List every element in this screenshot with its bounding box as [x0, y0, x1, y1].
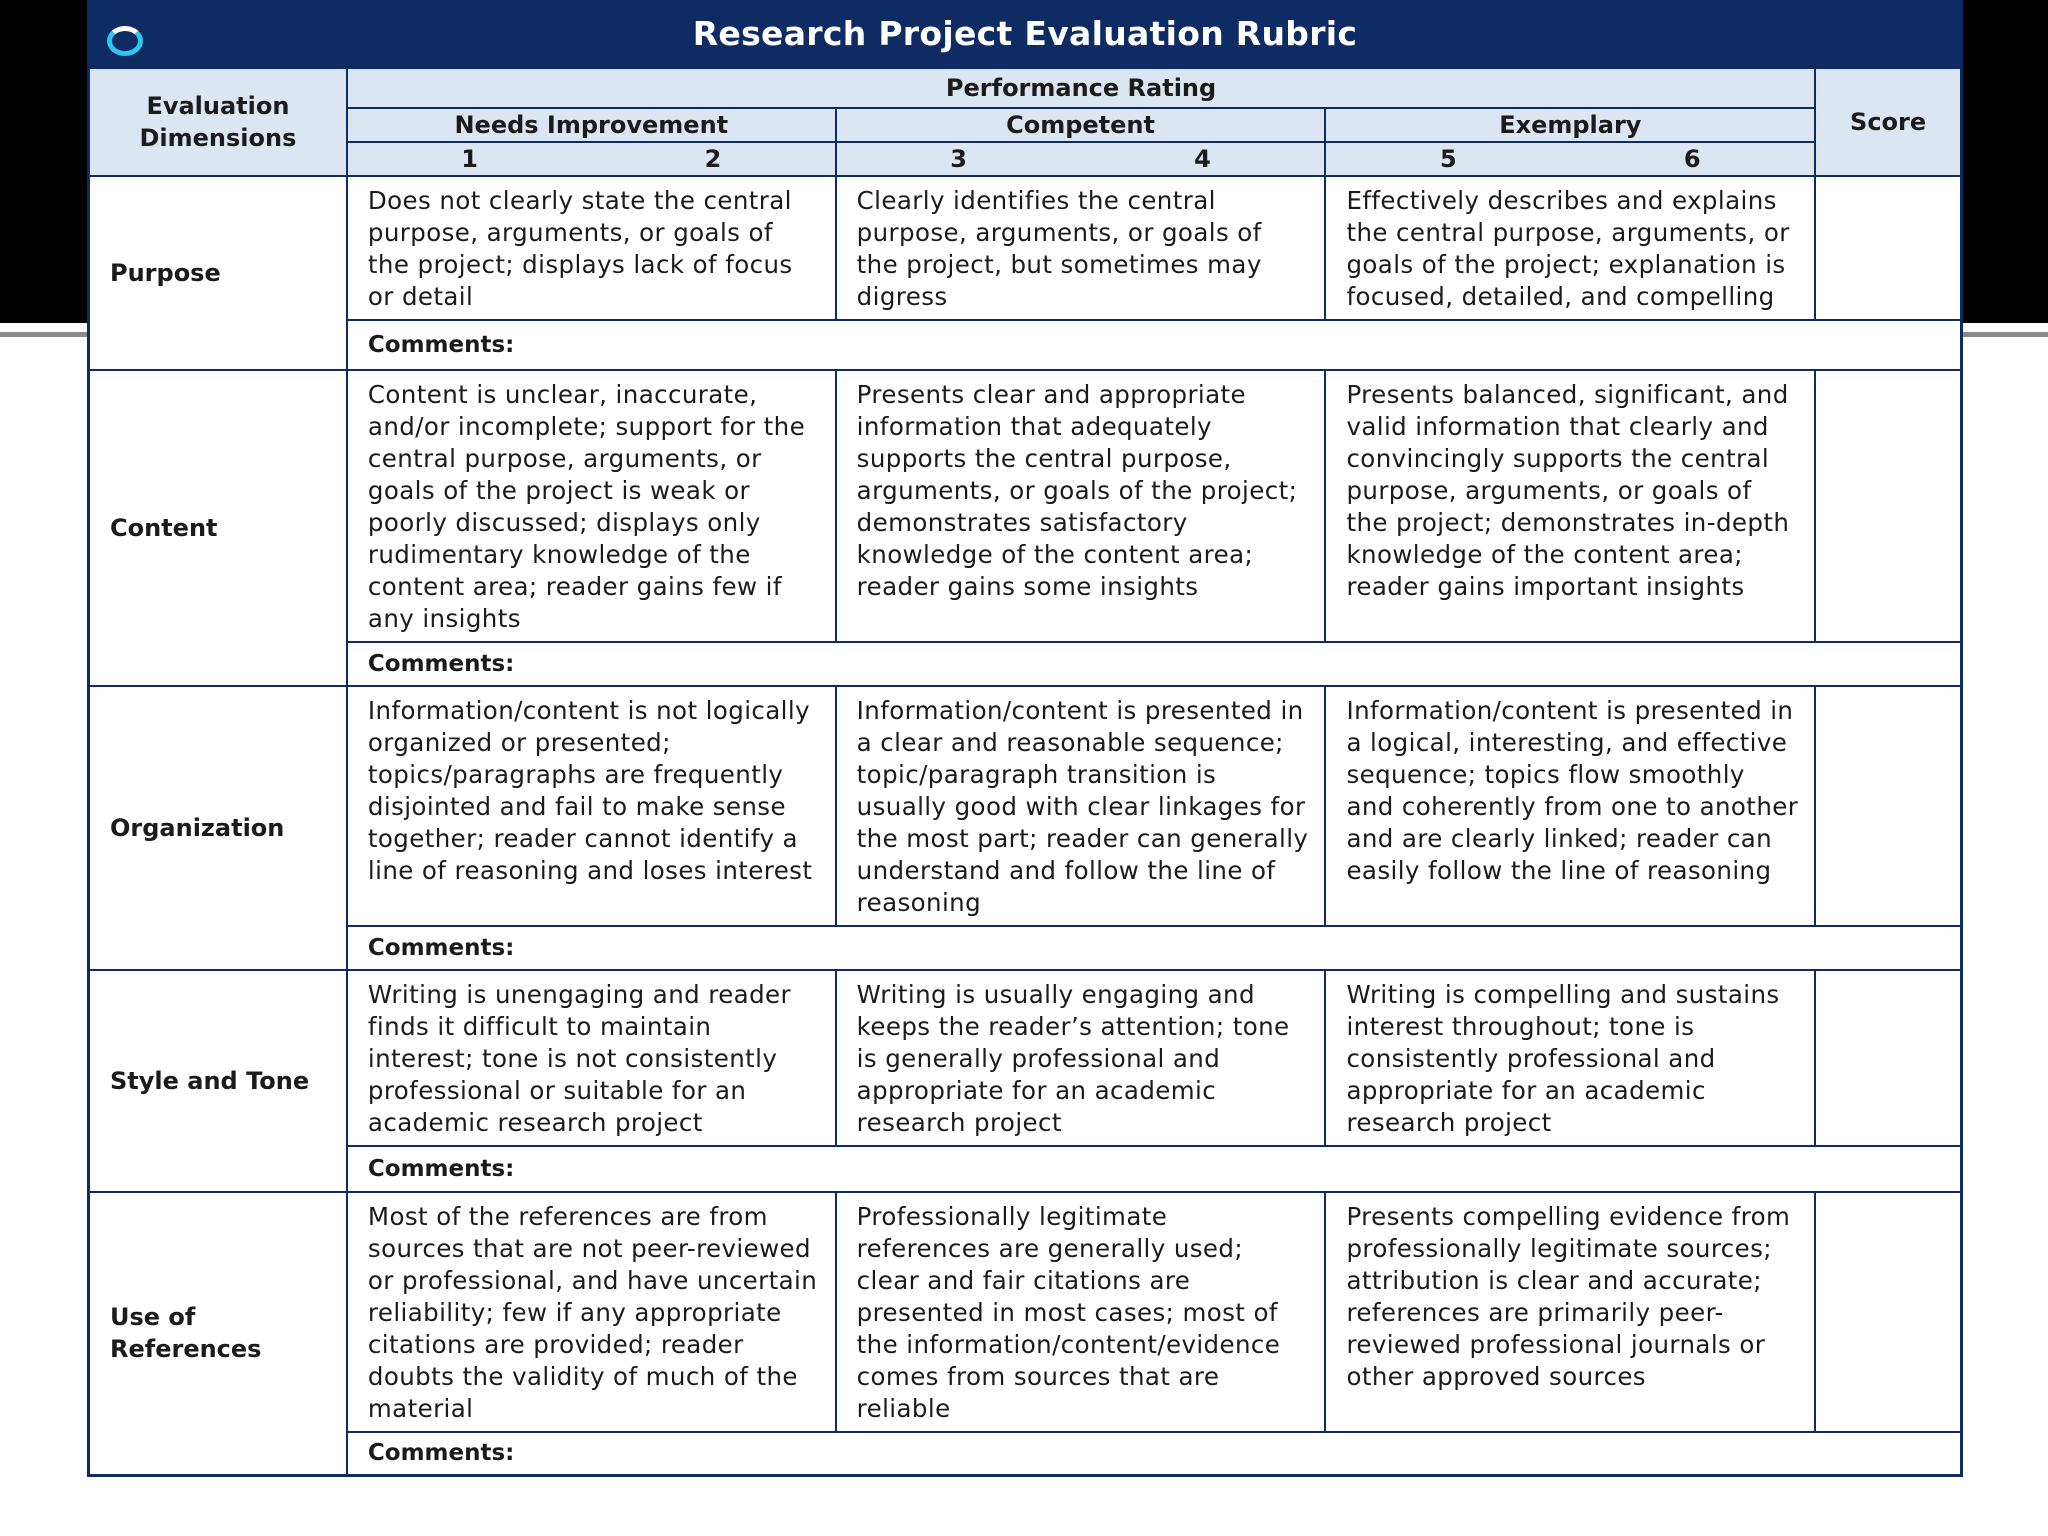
descriptor-competent: Professionally legitimate references are generally used; clear and fair citations are presented in most cases; most of the information/content/evidence comes from sources that are reliable: [836, 1192, 1326, 1432]
header-level-exemplary: Exemplary: [1325, 108, 1815, 142]
descriptor-competent: Presents clear and appropriate information that adequately supports the central purpose, arguments, or goals of the project; demonstrates satisfactory knowledge of the content area; reader gains some insights: [836, 370, 1326, 642]
comments-style-and-tone[interactable]: Comments:: [347, 1146, 1962, 1192]
descriptor-exemplary: Effectively describes and explains the central purpose, arguments, or goals of the project; explanation is focused, detailed, and compelling: [1325, 176, 1815, 320]
score-cell-style-and-tone[interactable]: [1815, 970, 1961, 1146]
header-score: Score: [1815, 68, 1961, 176]
header-level-competent: Competent: [836, 108, 1326, 142]
dimension-content: Content: [89, 370, 347, 686]
point-value: 3: [950, 144, 967, 173]
dimension-purpose: Purpose: [89, 176, 347, 370]
header-performance-rating: Performance Rating: [347, 68, 1815, 108]
slide-divider-right: [1962, 332, 2048, 337]
dimension-style-and-tone: Style and Tone: [89, 970, 347, 1192]
logo-icon: [107, 26, 143, 56]
score-cell-purpose[interactable]: [1815, 176, 1961, 320]
rubric-title: Research Project Evaluation Rubric: [692, 13, 1358, 53]
header-level-needs-improvement: Needs Improvement: [347, 108, 836, 142]
descriptor-needs-improvement: Does not clearly state the central purpose, arguments, or goals of the project; displays lack of focus or detail: [347, 176, 836, 320]
descriptor-competent: Writing is usually engaging and keeps the reader’s attention; tone is generally professional and appropriate for an academic research project: [836, 970, 1326, 1146]
comments-content[interactable]: Comments:: [347, 642, 1962, 686]
point-value: 2: [704, 144, 722, 173]
descriptor-needs-improvement: Writing is unengaging and reader finds it difficult to maintain interest; tone is not consistently professional or suitable for an academic research project: [347, 970, 836, 1146]
header-points-competent: [836, 142, 1326, 176]
header-dimensions: Evaluation Dimensions: [89, 68, 347, 176]
point-value: 5: [1440, 144, 1457, 173]
descriptor-competent: Clearly identifies the central purpose, arguments, or goals of the project, but sometimes may digress: [836, 176, 1326, 320]
point-value: 4: [1194, 144, 1211, 173]
point-value: 6: [1683, 144, 1701, 173]
descriptor-exemplary: Presents balanced, significant, and valid information that clearly and convincingly supports the central purpose, arguments, or goals of the project; demonstrates in-depth knowledge of the content area; reader gains important insights: [1325, 370, 1815, 642]
descriptor-needs-improvement: Most of the references are from sources that are not peer-reviewed or professional, and have uncertain reliability; few if any appropriate citations are provided; reader doubts the validity of much of the material: [347, 1192, 836, 1432]
descriptor-exemplary: Writing is compelling and sustains interest throughout; tone is consistently professional and appropriate for an academic research project: [1325, 970, 1815, 1146]
score-cell-content[interactable]: [1815, 370, 1961, 642]
descriptor-competent: Information/content is presented in a clear and reasonable sequence; topic/paragraph transition is usually good with clear linkages for the most part; reader can generally understand and follow the line of reasoning: [836, 686, 1326, 926]
descriptor-needs-improvement: Content is unclear, inaccurate, and/or incomplete; support for the central purpose, arguments, or goals of the project is weak or poorly discussed; displays only rudimentary knowledge of the content area; reader gains few if any insights: [347, 370, 836, 642]
header-points-needs-improvement: [347, 142, 836, 176]
dimension-organization: Organization: [89, 686, 347, 970]
dimension-use-of-references: Use of References: [89, 1192, 347, 1476]
rubric-table: [87, 66, 1963, 1477]
slide-divider-left: [0, 332, 88, 337]
comments-use-of-references[interactable]: Comments:: [347, 1432, 1962, 1476]
header-points-exemplary: [1325, 142, 1815, 176]
comments-organization[interactable]: Comments:: [347, 926, 1962, 970]
descriptor-exemplary: Information/content is presented in a logical, interesting, and effective sequence; topics flow smoothly and coherently from one to another and are clearly linked; reader can easily follow the line of reasoning: [1325, 686, 1815, 926]
score-cell-use-of-references[interactable]: [1815, 1192, 1961, 1432]
descriptor-exemplary: Presents compelling evidence from professionally legitimate sources; attribution is clear and accurate; references are primarily peer-reviewed professional journals or other approved sources: [1325, 1192, 1815, 1432]
comments-purpose[interactable]: Comments:: [347, 320, 1962, 370]
descriptor-needs-improvement: Information/content is not logically organized or presented; topics/paragraphs are frequently disjointed and fail to make sense together; reader cannot identify a line of reasoning and loses interest: [347, 686, 836, 926]
rubric-document: [87, 0, 1963, 1484]
rubric-title-bar: [87, 0, 1963, 66]
score-cell-organization[interactable]: [1815, 686, 1961, 926]
point-value: 1: [461, 144, 478, 173]
